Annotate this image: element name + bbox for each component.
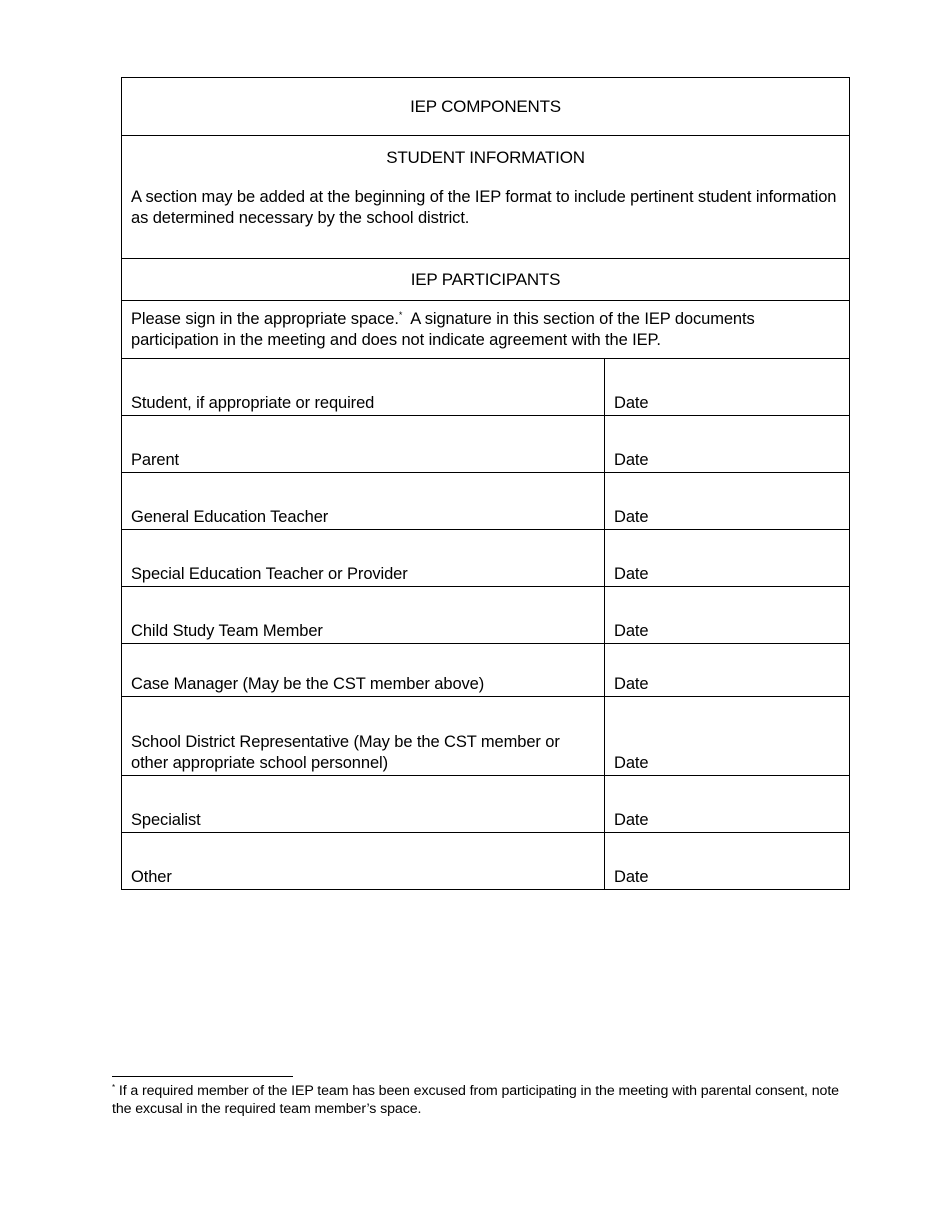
signature-field-specialist[interactable] [122, 776, 605, 833]
signature-row-child-study-team-member [122, 587, 850, 644]
date-field-parent[interactable] [605, 416, 850, 473]
date-field-school-district-representative[interactable] [605, 697, 850, 776]
role-label: Parent [131, 451, 180, 469]
signature-row-school-district-representative [122, 697, 850, 776]
date-label: Date [614, 565, 649, 583]
role-label: General Education Teacher [131, 508, 329, 526]
date-field-child-study-team-member[interactable] [605, 587, 850, 644]
date-field-general-education-teacher[interactable] [605, 473, 850, 530]
signature-field-student[interactable] [122, 359, 605, 416]
participants-instructions [122, 301, 850, 359]
form-title: IEP COMPONENTS [122, 78, 850, 136]
signature-row-special-education-teacher [122, 530, 850, 587]
role-label: Specialist [131, 811, 201, 829]
date-field-case-manager[interactable] [605, 644, 850, 697]
signature-row-specialist [122, 776, 850, 833]
signature-field-other[interactable] [122, 833, 605, 890]
date-label: Date [614, 508, 649, 526]
signature-row-general-education-teacher [122, 473, 850, 530]
date-field-student[interactable] [605, 359, 850, 416]
date-label: Date [614, 394, 649, 412]
date-label: Date [614, 868, 649, 886]
instructions-text-end: A signature in this section of the IEP documents participation in the meeting and does not indicate agreement with the IEP. [131, 309, 755, 349]
signature-field-child-study-team-member[interactable] [122, 587, 605, 644]
signature-row-parent [122, 416, 850, 473]
date-label: Date [614, 754, 649, 772]
date-field-specialist[interactable] [605, 776, 850, 833]
signature-field-school-district-representative[interactable] [122, 697, 605, 776]
footnote-reference: * [398, 309, 403, 320]
signature-row-case-manager [122, 644, 850, 697]
footnote-mark: * [112, 1083, 116, 1092]
date-label: Date [614, 451, 649, 469]
participants-heading: IEP PARTICIPANTS [122, 259, 850, 301]
role-label: Special Education Teacher or Provider [131, 565, 408, 583]
role-label: Student, if appropriate or required [131, 394, 375, 412]
role-label: School District Representative (May be the CST member or other appropriate school personnel) [131, 733, 560, 772]
signature-field-case-manager[interactable] [122, 644, 605, 697]
signature-field-parent[interactable] [122, 416, 605, 473]
date-label: Date [614, 811, 649, 829]
date-label: Date [614, 675, 649, 693]
role-label: Other [131, 868, 172, 886]
iep-components-form [121, 77, 850, 890]
footnote-divider [112, 1076, 293, 1077]
signature-row-other [122, 833, 850, 890]
instructions-text-start: Please sign in the appropriate space. [131, 309, 399, 328]
role-label: Case Manager (May be the CST member above) [131, 675, 485, 693]
signature-field-special-education-teacher[interactable] [122, 530, 605, 587]
student-information-heading: STUDENT INFORMATION [386, 148, 585, 167]
signature-row-student [122, 359, 850, 416]
date-field-special-education-teacher[interactable] [605, 530, 850, 587]
student-information-section [122, 136, 850, 259]
student-information-text: A section may be added at the beginning of the IEP format to include pertinent student information as determined necessary by the school district. [131, 188, 837, 227]
date-label: Date [614, 622, 649, 640]
footnote [112, 1082, 852, 1118]
footnote-text: If a required member of the IEP team has been excused from participating in the meeting with parental consent, note the excusal in the required team member’s space. [112, 1083, 839, 1117]
date-field-other[interactable] [605, 833, 850, 890]
role-label: Child Study Team Member [131, 622, 323, 640]
signature-field-general-education-teacher[interactable] [122, 473, 605, 530]
